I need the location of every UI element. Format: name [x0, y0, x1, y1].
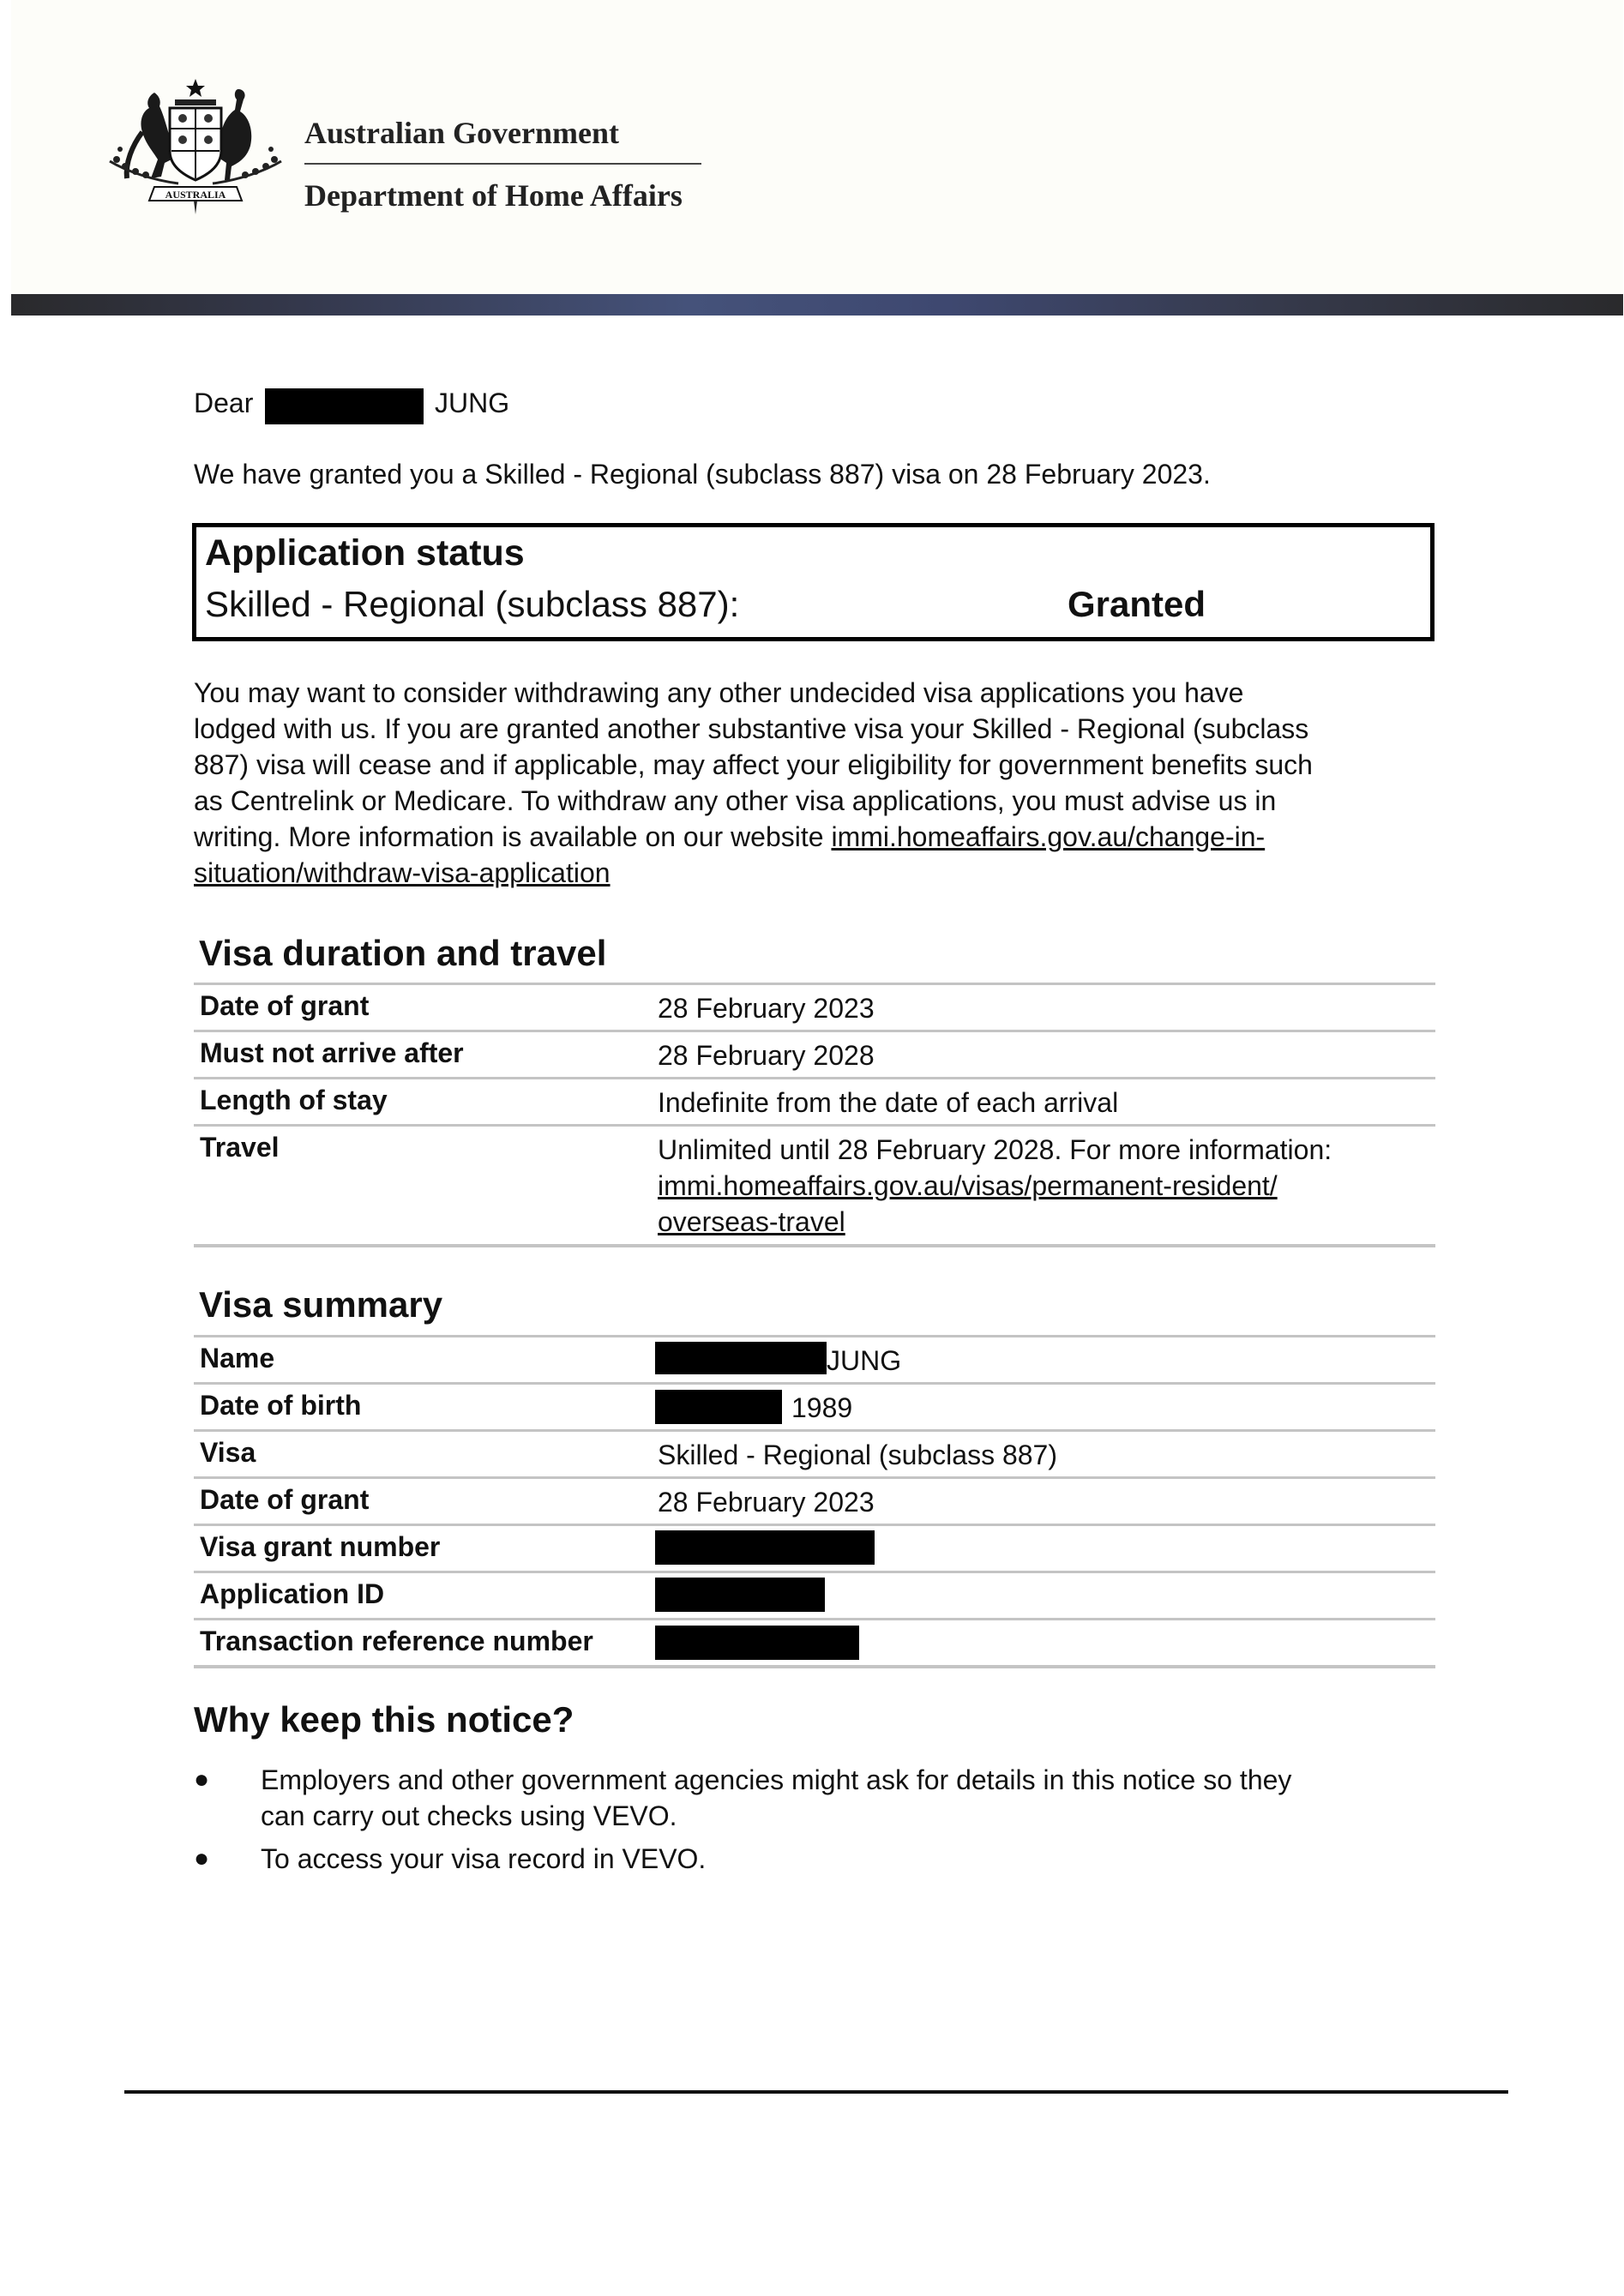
paragraph-line: You may want to consider withdrawing any other undecided visa applications you have — [194, 677, 1244, 708]
paragraph-line: lodged with us. If you are granted another substantive visa your Skilled - Regional (subclass — [194, 713, 1309, 744]
table-row — [194, 983, 1435, 1030]
table-row — [194, 1429, 1435, 1476]
row-label: Application ID — [200, 1578, 385, 1609]
letterhead-rule — [304, 163, 701, 165]
withdraw-application-link-cont[interactable]: situation/withdraw-visa-application — [194, 857, 611, 888]
redaction-birth-date — [655, 1390, 782, 1424]
travel-text: Unlimited until 28 February 2028. For more information: — [658, 1134, 1332, 1165]
redaction-transaction-ref — [655, 1626, 859, 1660]
visa-summary-title: Visa summary — [199, 1284, 443, 1325]
table-row — [194, 1476, 1435, 1524]
visa-summary-table — [194, 1335, 1435, 1668]
status-value: Granted — [1068, 584, 1206, 624]
bullet-text — [261, 1762, 1291, 1834]
visa-duration-table — [194, 983, 1435, 1247]
grant-intro: We have granted you a Skilled - Regional (subclass 887) visa on 28 February 2023. — [194, 459, 1211, 490]
application-status-box — [192, 523, 1435, 641]
row-value: 28 February 2028 — [658, 1040, 875, 1071]
greeting-salutation: Dear — [194, 388, 254, 418]
letterhead-band — [11, 294, 1623, 316]
row-value: 28 February 2023 — [658, 1487, 875, 1518]
visa-duration-title: Visa duration and travel — [199, 933, 607, 973]
paragraph-line: as Centrelink or Medicare. To withdraw any other visa applications, you must advise us in — [194, 785, 1277, 816]
table-row — [194, 1524, 1435, 1571]
row-value: JUNG — [827, 1345, 902, 1376]
redaction-given-name — [265, 388, 424, 424]
svg-text:AUSTRALIA: AUSTRALIA — [165, 189, 226, 201]
row-label: Visa — [200, 1437, 256, 1468]
paragraph-line — [194, 819, 1454, 855]
row-label: Travel — [200, 1132, 280, 1163]
row-label: Date of grant — [200, 990, 370, 1021]
row-label: Transaction reference number — [200, 1626, 593, 1656]
paragraph-text: writing. More information is available on our website — [194, 821, 832, 852]
row-label: Must not arrive after — [200, 1037, 464, 1068]
redaction-grant-number — [655, 1530, 875, 1565]
bullet-icon: ● — [194, 1844, 210, 1872]
overseas-travel-link[interactable]: immi.homeaffairs.gov.au/visas/permanent-resident/ — [658, 1170, 1278, 1201]
greeting-surname: JUNG — [435, 388, 510, 418]
paragraph-line — [194, 855, 1454, 891]
why-keep-title: Why keep this notice? — [194, 1699, 574, 1740]
bullet-text — [261, 1841, 706, 1877]
table-row — [194, 1382, 1435, 1429]
bullet-icon: ● — [194, 1765, 210, 1794]
coat-of-arms-logo — [101, 77, 290, 219]
table-row — [194, 1030, 1435, 1077]
row-label: Date of birth — [200, 1390, 362, 1421]
bullet-line: can carry out checks using VEVO. — [261, 1800, 677, 1831]
bullet-line: To access your visa record in VEVO. — [261, 1843, 707, 1874]
withdraw-application-link[interactable]: immi.homeaffairs.gov.au/change-in- — [831, 821, 1266, 852]
status-visa-label: Skilled - Regional (subclass 887): — [205, 584, 740, 624]
row-value: 28 February 2023 — [658, 993, 875, 1024]
redaction-application-id — [655, 1578, 825, 1612]
withdraw-notice-paragraph — [194, 675, 1454, 891]
row-value: Skilled - Regional (subclass 887) — [658, 1440, 1057, 1470]
row-label: Visa grant number — [200, 1531, 441, 1562]
table-row — [194, 1124, 1435, 1247]
footer-divider — [124, 2090, 1508, 2094]
row-value: 1989 — [791, 1392, 853, 1423]
table-row — [194, 1335, 1435, 1382]
row-label: Length of stay — [200, 1085, 388, 1115]
table-row — [194, 1571, 1435, 1618]
department-name: Department of Home Affairs — [304, 178, 683, 213]
row-value — [658, 1132, 1332, 1240]
table-row — [194, 1077, 1435, 1124]
overseas-travel-link-cont[interactable]: overseas-travel — [658, 1206, 845, 1237]
table-row — [194, 1618, 1435, 1668]
paragraph-line: 887) visa will cease and if applicable, may affect your eligibility for government benefits such — [194, 749, 1313, 780]
row-label: Date of grant — [200, 1484, 370, 1515]
row-value: Indefinite from the date of each arrival — [658, 1087, 1119, 1118]
redaction-given-name — [655, 1342, 827, 1374]
status-title: Application status — [205, 532, 525, 574]
row-label: Name — [200, 1343, 275, 1373]
org-name: Australian Government — [304, 116, 619, 150]
bullet-line: Employers and other government agencies might ask for details in this notice so they — [261, 1764, 1292, 1795]
